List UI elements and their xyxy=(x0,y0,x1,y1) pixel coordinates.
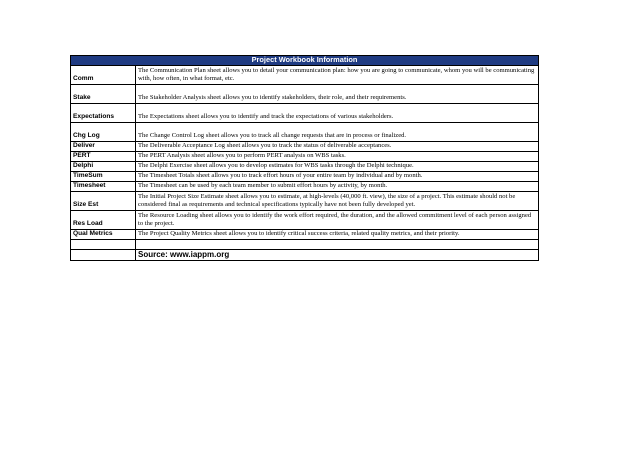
row-description: The Stakeholder Analysis sheet allows you to identify stakeholders, their role, and their requirements. xyxy=(136,85,539,104)
table-row xyxy=(71,104,539,123)
table-row xyxy=(71,66,539,85)
row-description: The Timesheet Totals sheet allows you to track effort hours of your entire team by individual and by month. xyxy=(136,172,539,182)
row-code: Qual Metrics xyxy=(71,230,136,240)
empty-cell xyxy=(71,250,136,261)
table-title: Project Workbook Information xyxy=(71,56,539,66)
row-code: Chg Log xyxy=(71,123,136,142)
row-description: The Expectations sheet allows you to identify and track the expectations of various stakeholders. xyxy=(136,104,539,123)
table-row xyxy=(71,162,539,172)
row-code: Stake xyxy=(71,85,136,104)
table-row xyxy=(71,123,539,142)
table-header-row xyxy=(71,56,539,66)
row-description: The Resource Loading sheet allows you to identify the work effort required, the duration, and the allowed commitment level of each person assigned to the project. xyxy=(136,211,539,230)
row-code: TimeSum xyxy=(71,172,136,182)
table-row xyxy=(71,142,539,152)
row-code: Size Est xyxy=(71,192,136,211)
row-description: The Delphi Exercise sheet allows you to develop estimates for WBS tasks through the Delphi technique. xyxy=(136,162,539,172)
source-text: Source: www.iappm.org xyxy=(136,250,539,261)
source-row xyxy=(71,250,539,261)
row-description: The Deliverable Acceptance Log sheet allows you to track the status of deliverable acceptances. xyxy=(136,142,539,152)
row-code: PERT xyxy=(71,152,136,162)
table-spacer-row xyxy=(71,240,539,250)
table-row xyxy=(71,182,539,192)
row-description: The Communication Plan sheet allows you to detail your communication plan: how you are going to communicate, whom you will be communicating with, how often, in what format, etc. xyxy=(136,66,539,85)
row-code: Timesheet xyxy=(71,182,136,192)
row-code: Res Load xyxy=(71,211,136,230)
workbook-info-table xyxy=(70,55,539,261)
table-row xyxy=(71,172,539,182)
row-description: The Project Quality Metrics sheet allows you to identify critical success criteria, related quality metrics, and their priority. xyxy=(136,230,539,240)
row-code: Delphi xyxy=(71,162,136,172)
table-row xyxy=(71,152,539,162)
table-row xyxy=(71,230,539,240)
table-row xyxy=(71,211,539,230)
row-description: The PERT Analysis sheet allows you to perform PERT analysis on WBS tasks. xyxy=(136,152,539,162)
table-row xyxy=(71,85,539,104)
row-code: Expectations xyxy=(71,104,136,123)
empty-cell xyxy=(136,240,539,250)
row-code: Deliver xyxy=(71,142,136,152)
empty-cell xyxy=(71,240,136,250)
row-code: Comm xyxy=(71,66,136,85)
row-description: The Change Control Log sheet allows you to track all change requests that are in process or finalized. xyxy=(136,123,539,142)
row-description: The Timesheet can be used by each team member to submit effort hours by activity, by month. xyxy=(136,182,539,192)
row-description: The Initial Project Size Estimate sheet allows you to estimate, at high-levels (40,000 ft. view), the size of a project. This estimate should not be considered final as requirements and technical specifications typically have not been fully developed yet. xyxy=(136,192,539,211)
table-row xyxy=(71,192,539,211)
